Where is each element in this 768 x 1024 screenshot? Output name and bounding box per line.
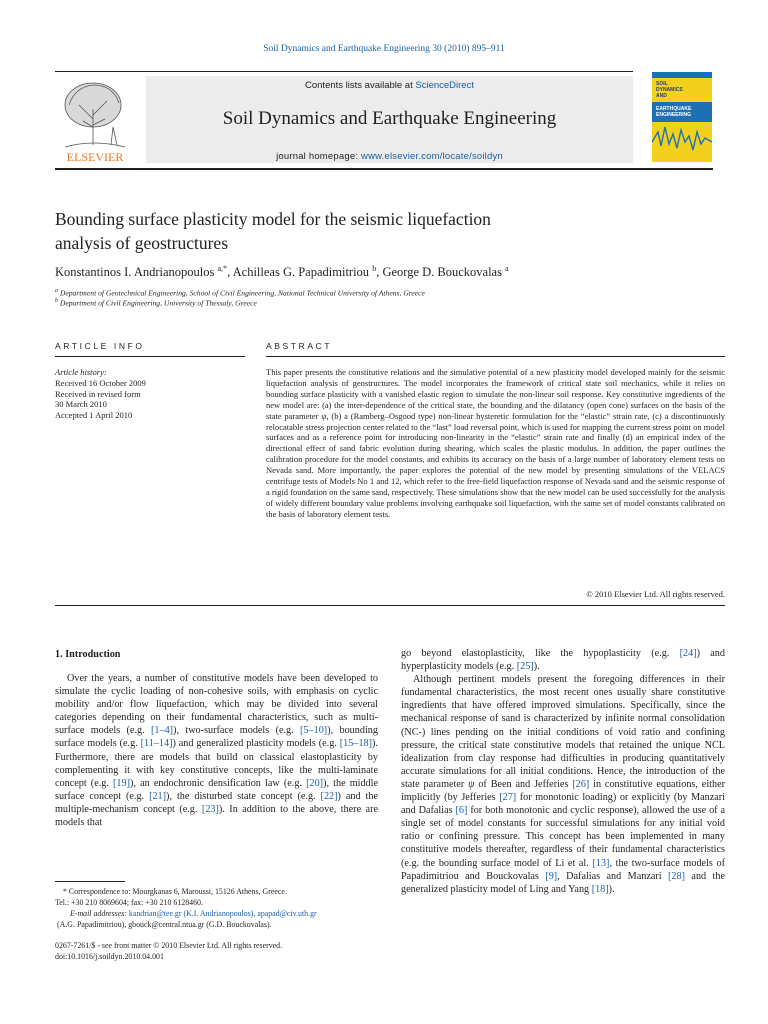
affiliation-mark: a [55,288,58,294]
email-addresses[interactable]: kandrian@tee.gr (K.I. Andrianopoulos), apapad@civ.uth.gr [126,909,317,918]
sciencedirect-link[interactable]: ScienceDirect [415,80,474,91]
affiliation-b [55,298,715,308]
state-parameter-symbol: ψ [468,778,475,790]
author-marks[interactable]: a,* [217,264,228,273]
email-note [70,909,317,919]
paragraph [401,647,725,673]
reference-link[interactable]: [1–4] [151,725,174,737]
paragraph [401,673,725,896]
elsevier-wordmark: ELSEVIER [66,150,124,164]
email-label: E-mail addresses: [70,909,127,918]
text-run: for both monotonic and cyclic response), allowed the use of a single set of model constants for successful simulations for any initial void ratio or confining pressure. This concept has been implemented in many constitutive models thereafter, regardless of their fundamental characteristics (e.g. the bounding surface model of Li et al. [401,805,725,869]
journal-homepage [146,151,633,162]
abstract-text-part: , (b) a (Ramberg–Osgood type) non-linear hysteretic formulation for the “elastic” strain rate, (c) a discontinuously relocatable stress projection center related to the “last” load reversal point, which is used for mapping the current stress point on model surfaces and as a reference point for introducing non-linearity in the “elastic” strain rate and finally (d) an empirical index of the directional effect of sand fabric evolution during shearing, which scales the plastic modulus. In addition, the paper outlines the calibration procedure for the model constants, and exhibits its accuracy on the basis of a large number of laboratory element tests on Nevada sand. More importantly, the paper explores the potential of the new model by presenting simulations of the VELACS centrifuge tests of Models No 1 and 12, which refer to the free-field liquefaction response of Nevada sand and the seismic response of a rigid foundation on the same sand, respectively. These simulations show that the new model can be used successfully for the analysis of widely different boundary value problems involving earthquake soil liquefaction, with the same set of model constants calibrated on the basis of laboratory element tests. [266,410,725,519]
reference-link[interactable]: [24] [679,648,697,659]
text-run: of Been and Jefferies [474,778,573,790]
cover-title-line-2: DYNAMICS [656,87,683,93]
reference-link[interactable]: [21] [149,790,167,802]
body-column-right [401,647,725,896]
email-note-continued: (A.G. Papadimitriou), gbouck@central.ntua.gr (G.D. Bouckovalas). [57,920,272,929]
article-title-line-2: analysis of geostructures [55,233,229,253]
abstract-bottom-rule [55,605,725,606]
article-history-line: 30 March 2010 [55,399,107,410]
reference-link[interactable]: [22] [320,790,338,802]
text-run: ), the disturbed state concept (e.g. [166,790,321,802]
journal-title: Soil Dynamics and Earthquake Engineering [222,108,557,129]
affiliation-text: Department of Geotechnical Engineering, School of Civil Engineering, National Technical University of Athens, Greece [59,288,425,298]
affiliation-mark: b [55,298,58,304]
reference-link[interactable]: [6] [455,805,468,817]
reference-link[interactable]: [5–10] [300,725,328,737]
author-marks[interactable]: a [505,264,509,273]
text-run: ). Furthermore, there are models that build on classical elastoplasticity by complementing it with key constitutive concepts, like the multi-laminate concept (e.g. [55,738,378,789]
text-run: ), the middle surface concept (e.g. [55,777,379,802]
text-run: , Dafalias and Manzari [557,870,669,882]
article-history [55,367,245,421]
homepage-prefix: journal homepage: [276,151,362,162]
text-run: ) and the multiple-mechanism concept (e.g. [55,790,378,815]
article-history-line: Received 16 October 2009 [55,377,146,388]
contents-line [146,80,633,91]
state-parameter-symbol: ψ [321,410,327,421]
phone-fax-note: Tel.: +30 210 8069604; fax: +30 210 6128460. [55,898,203,907]
reference-link[interactable]: [20] [306,777,324,789]
cover-title-line-3: AND [656,93,667,99]
abstract-copyright: © 2010 Elsevier Ltd. All rights reserved. [586,589,725,599]
journal-citation[interactable]: Soil Dynamics and Earthquake Engineering 30 (2010) 895–911 [263,44,505,54]
cover-title-line-1: SOIL [656,81,668,87]
abstract-text [266,367,725,520]
paragraph [55,672,378,829]
text-run: Although pertinent models present the foregoing differences in their fundamental characteristics, the most recent ones usually share constitutive ingredients that have offered improved simulations. Specifically, since the mechanical response of sand is characterized by infinite normal consolidation (NC-) lines pending on the initial conditions of void ratio and confining pressure, the critical state constitutive models that retained the unique NCL idealization from clay response had difficulties in producing quantitatively accurate simulations for all initial conditions. Hence, the introduction of the state parameter [401,674,725,790]
text-run: in constitutive equations, either implicitly (by Jefferies [401,778,725,804]
correspondence-note: * Correspondence to: Mourgkanas 6, Maroussi, 15126 Athens, Greece. [63,887,287,896]
reference-link[interactable]: [13] [592,857,610,869]
text-run: for monotonic loading) or explicitly (by Manzari and Dafalias [401,792,726,817]
doi-link[interactable]: doi:10.1016/j.soildyn.2010.04.001 [55,952,164,961]
author-name[interactable]: George D. Bouckovalas [382,265,502,280]
text-run: , the two-surface models of Papadimitriou and Bouckovalas [401,857,725,882]
article-info-rule [55,356,245,357]
reference-link[interactable]: [11–14] [140,738,173,750]
author-list: Konstantinos I. Andrianopoulos $^{a,*}$, Achilleas G. Papadimitriou $^b$, George D. Bouckovalas $^a$ [55,264,509,280]
text-run: ). [608,883,615,895]
cover-title-line-4: EARTHQUAKE [656,106,692,112]
reference-link[interactable]: [25] [516,661,534,673]
text-run: go beyond elastoplasticity, like the hypoplasticity (e.g. [401,648,680,659]
reference-link[interactable]: [28] [668,870,685,882]
homepage-link[interactable]: www.elsevier.com/locate/soildyn [361,151,503,162]
footnote-rule [55,881,125,882]
header-bottom-rule [55,168,713,170]
abstract-rule [266,356,725,357]
cover-title-line-5: ENGINEERING [656,112,692,118]
body-column-left [55,672,378,829]
abstract-heading: ABSTRACT [266,341,333,351]
text-run: ). [533,661,540,673]
article-title [55,207,675,255]
reference-link[interactable]: [23] [201,803,219,815]
text-run: ) and hyperplasticity models (e.g. [401,648,725,673]
author-name[interactable]: Konstantinos I. Andrianopoulos [55,265,215,280]
header-rule [55,71,633,72]
section-heading-introduction: 1. Introduction [55,649,121,660]
reference-link[interactable]: [15–18] [339,738,373,750]
article-history-line: Accepted 1 April 2010 [55,410,133,421]
article-history-line: Received in revised form [55,388,141,399]
abstract-text-part: This paper presents the constitutive relations and the simulative potential of a new plasticity model developed mainly for the seismic liquefaction analysis of geostructures. The model incorporates the framework of critical state soil mechanics, while it relies on bounding surface plasticity with a vanished elastic region to simulate the non-linear soil response. Key constitutive ingredients of the new model are: (a) the inter-dependence of the critical state, the bounding and the dilatancy (open cone) surfaces on the basis of the state parameter [266,367,725,421]
contents-prefix: Contents lists available at [305,80,416,91]
reference-link[interactable]: [18] [591,883,609,895]
affiliation-text: Department of Civil Engineering, University of Thessaly, Greece [59,298,257,308]
reference-link[interactable]: [19] [113,777,131,789]
article-history-label: Article history: [55,367,107,377]
reference-link[interactable]: [26] [572,778,590,790]
article-info-heading: ARTICLE INFO [55,341,145,351]
affiliation-a [55,288,715,298]
text-run: ), two-surface models (e.g. [173,725,301,737]
author-marks[interactable]: b [372,264,377,273]
elsevier-logo [55,75,135,165]
text-run: ). In addition to the above, there are models that [55,803,378,829]
text-run: ), bounding surface models (e.g. [55,725,378,750]
reference-link[interactable]: [27] [499,792,517,804]
issn-line: 0267-7261/$ - see front matter © 2010 Elsevier Ltd. All rights reserved. [55,941,283,950]
text-run: Over the years, a number of constitutive models have been developed to simulate the cyclic loading of non-cohesive soils, with emphasis on cyclic mobility and/or flow liquefaction, which may be divided into several categories depending on their fundamental characteristics, such as multi-surface models (e.g. [55,673,378,737]
text-run: ), an endochronic densification law (e.g. [130,777,307,789]
article-title-line-1: Bounding surface plasticity model for the seismic liquefaction [55,209,491,229]
journal-cover [652,72,712,162]
author-name[interactable]: Achilleas G. Papadimitriou [232,265,370,280]
reference-link[interactable]: [9] [545,870,558,882]
text-run: ) and generalized plasticity models (e.g. [172,738,340,750]
elsevier-tree-icon [55,75,135,165]
text-run: and the generalized plasticity model of Ling and Yang [401,870,725,895]
